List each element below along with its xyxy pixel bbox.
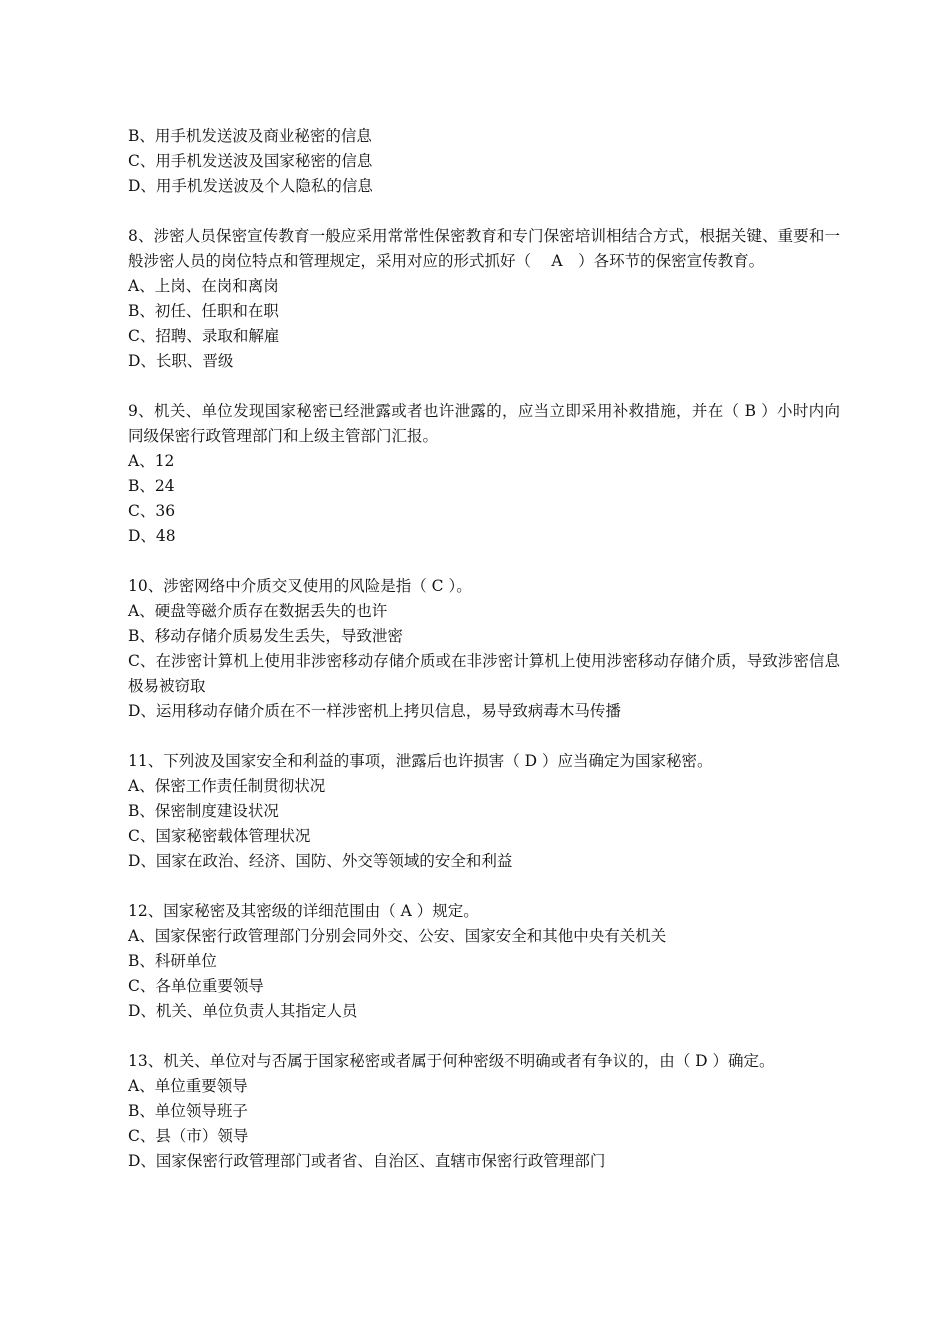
question-text: 11、下列波及国家安全和利益的事项，泄露后也许损害（ D ）应当确定为国家秘密。	[128, 752, 713, 770]
option-c: C、各单位重要领导	[128, 977, 264, 995]
option-a: A、12	[128, 452, 175, 470]
question-block-11	[128, 749, 840, 874]
option-a: A、硬盘等磁介质存在数据丢失的也许	[128, 602, 388, 620]
spacer	[128, 199, 840, 224]
spacer	[128, 724, 840, 749]
option-c: C、在涉密计算机上使用非涉密移动存储介质或在非涉密计算机上使用涉密移动存储介质，导致涉密信息极易被窃取	[128, 652, 840, 695]
option-c: C、36	[128, 502, 176, 520]
spacer	[128, 549, 840, 574]
question-block-13	[128, 1049, 840, 1174]
option-b: B、初任、任职和在职	[128, 302, 279, 320]
option-b: B、科研单位	[128, 952, 217, 970]
option-d: D、长职、晋级	[128, 352, 234, 370]
question-block-10	[128, 574, 840, 724]
question-block-12	[128, 899, 840, 1024]
option-c: C、用手机发送波及国家秘密的信息	[128, 152, 373, 170]
option-b: B、保密制度建设状况	[128, 802, 279, 820]
option-d: D、国家在政治、经济、国防、外交等领域的安全和利益	[128, 852, 513, 870]
document-page	[128, 124, 840, 1174]
question-text: 12、国家秘密及其密级的详细范围由（ A ）规定。	[128, 902, 479, 920]
question-block-9	[128, 399, 840, 549]
question-text: 13、机关、单位对与否属于国家秘密或者属于何种密级不明确或者有争议的，由（ D ）确定。	[128, 1052, 775, 1070]
option-b: B、24	[128, 477, 175, 495]
option-b: B、单位领导班子	[128, 1102, 248, 1120]
option-d: D、48	[128, 527, 176, 545]
option-c: C、国家秘密载体管理状况	[128, 827, 311, 845]
option-a: A、保密工作责任制贯彻状况	[128, 777, 326, 795]
option-a: A、单位重要领导	[128, 1077, 248, 1095]
spacer	[128, 1024, 840, 1049]
spacer	[128, 874, 840, 899]
option-d: D、机关、单位负责人其指定人员	[128, 1002, 358, 1020]
question-block-8	[128, 224, 840, 374]
spacer	[128, 374, 840, 399]
question-block-7	[128, 124, 840, 199]
question-text: 9、机关、单位发现国家秘密已经泄露或者也许泄露的，应当立即采用补救措施，并在（ B ）小时内向同级保密行政管理部门和上级主管部门汇报。	[128, 402, 840, 445]
option-a: A、国家保密行政管理部门分别会同外交、公安、国家安全和其他中央有关机关	[128, 927, 667, 945]
option-c: C、招聘、录取和解雇	[128, 327, 280, 345]
option-c: C、县（市）领导	[128, 1127, 249, 1145]
option-b: B、用手机发送波及商业秘密的信息	[128, 127, 372, 145]
option-b: B、移动存储介质易发生丢失，导致泄密	[128, 627, 403, 645]
option-a: A、上岗、在岗和离岗	[128, 277, 279, 295]
question-text: 10、涉密网络中介质交叉使用的风险是指（ C ）。	[128, 577, 472, 595]
question-text: 8、涉密人员保密宣传教育一般应采用常常性保密教育和专门保密培训相结合方式，根据关键、重要和一般涉密人员的岗位特点和管理规定，采用对应的形式抓好（ A ）各环节的保密宣传教育。	[128, 227, 840, 270]
option-d: D、用手机发送波及个人隐私的信息	[128, 177, 373, 195]
option-d: D、国家保密行政管理部门或者省、自治区、直辖市保密行政管理部门	[128, 1152, 606, 1170]
option-d: D、运用移动存储介质在不一样涉密机上拷贝信息，易导致病毒木马传播	[128, 702, 621, 720]
